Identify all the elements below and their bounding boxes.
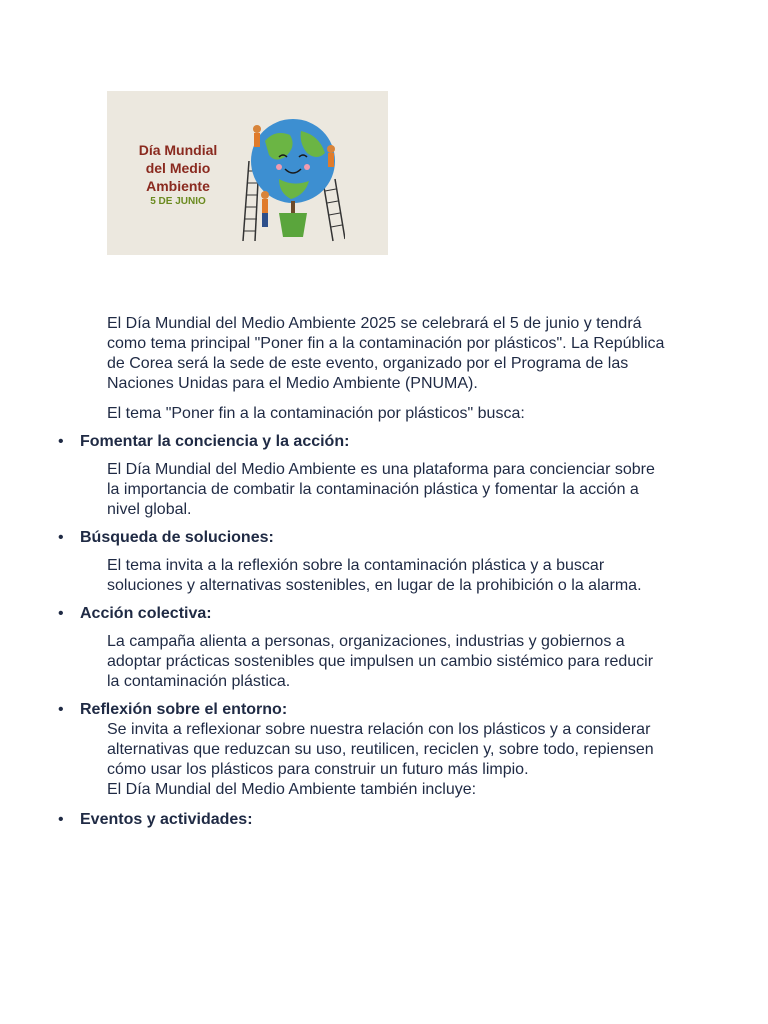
list-item-heading: Eventos y actividades: [80,811,253,828]
bullet-icon: • [58,811,64,828]
list-item-text: El Día Mundial del Medio Ambiente es una plataforma para concienciar sobre la importancia de combatir la contaminación plástica y fomentar la acción a nivel global. [107,461,655,518]
bullet-icon: • [58,605,64,622]
list-item [58,432,768,452]
tema-paragraph: El tema "Poner fin a la contaminación por plásticos" busca: [107,405,525,422]
bullet-icon: • [58,433,64,450]
hero-image [107,91,388,255]
list-item [58,810,768,830]
list-item-heading: Reflexión sobre el entorno: [80,701,288,718]
bullet-icon: • [58,529,64,546]
earth-illustration-icon [235,91,345,255]
hero-title [107,141,249,195]
bullet-icon: • [58,701,64,718]
hero-title-line: del Medio [145,160,211,176]
list-item-heading: Búsqueda de soluciones: [80,529,274,546]
list-item [58,604,768,624]
also-includes-text: El Día Mundial del Medio Ambiente también incluye: [107,781,477,798]
list-item-text: El tema invita a la reflexión sobre la contaminación plástica y a buscar soluciones y alternativas sostenibles, en lugar de la prohibición o la alarma. [107,557,642,594]
intro-paragraph: El Día Mundial del Medio Ambiente 2025 se celebrará el 5 de junio y tendrá como tema principal "Poner fin a la contaminación por plásticos". La República de Corea será la sede de este evento, organizado por el Programa de las Naciones Unidas para el Medio Ambiente (PNUMA). [107,315,665,392]
article-body [0,314,768,830]
list-item-heading: Fomentar la conciencia y la acción: [80,433,350,450]
list-item-text: Se invita a reflexionar sobre nuestra relación con los plásticos y a considerar alternativas que reduzcan su uso, reutilicen, reciclen y, sobre todo, repiensen cómo usar los plásticos para construir un futuro más limpio. [107,721,654,778]
list-item [58,700,768,720]
list-item-text: La campaña alienta a personas, organizaciones, industrias y gobiernos a adoptar prácticas sostenibles que impulsen un cambio sistémico para reducir la contaminación plástica. [107,633,654,690]
hero-title-line: Día Mundial [138,142,218,158]
list-item [58,528,768,548]
list-item-heading: Acción colectiva: [80,605,212,622]
hero-date: 5 DE JUNIO [150,196,206,207]
hero-title-line: Ambiente [146,178,210,194]
